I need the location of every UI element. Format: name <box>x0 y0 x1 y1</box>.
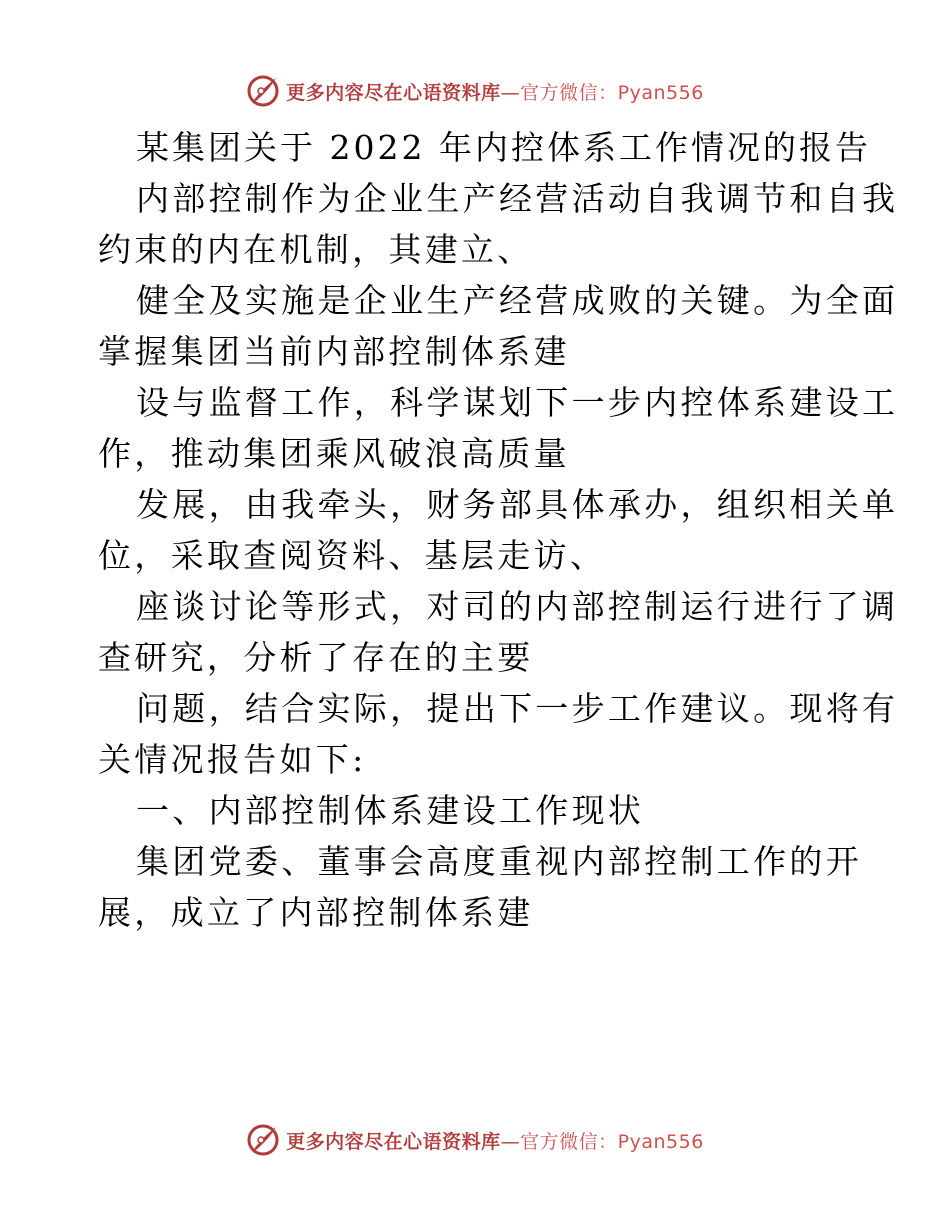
watermark-text <box>286 1127 704 1154</box>
header-watermark <box>0 71 950 111</box>
paragraph-line: 问题，结合实际，提出下一步工作建议。现将有 <box>136 689 899 728</box>
paragraph-line: 关情况报告如下: <box>98 740 367 779</box>
watermark-separator: — <box>500 1130 521 1153</box>
footer-watermark <box>0 1120 950 1160</box>
section-heading: 一、内部控制体系建设工作现状 <box>136 791 645 830</box>
paragraph-line: 内部控制作为企业生产经营活动自我调节和自我 <box>136 179 899 218</box>
paragraph-line: 位，采取查阅资料、基层走访、 <box>98 536 607 575</box>
paragraph-line: 座谈讨论等形式，对司的内部控制运行进行了调 <box>136 587 899 626</box>
watermark-account: 官方微信：Pyan556 <box>520 81 704 104</box>
watermark-main: 更多内容尽在心语资料库 <box>286 81 501 104</box>
watermark-separator: — <box>500 81 521 104</box>
paragraph-line: 掌握集团当前内部控制体系建 <box>98 332 570 371</box>
quill-logo-icon <box>246 1123 280 1157</box>
paragraph-line: 设与监督工作，科学谋划下一步内控体系建设工 <box>136 383 899 422</box>
paragraph-line: 发展，由我牵头，财务部具体承办，组织相关单 <box>136 485 899 524</box>
paragraph-line: 作，推动集团乘风破浪高质量 <box>98 434 570 473</box>
document-title: 某集团关于 2022 年内控体系工作情况的报告 <box>136 128 871 167</box>
quill-logo-icon <box>246 74 280 108</box>
watermark-main: 更多内容尽在心语资料库 <box>286 1130 501 1153</box>
paragraph-line: 集团党委、董事会高度重视内部控制工作的开 <box>136 842 862 881</box>
paragraph-line: 健全及实施是企业生产经营成败的关键。为全面 <box>136 281 899 320</box>
watermark-text <box>286 78 704 105</box>
watermark-account: 官方微信：Pyan556 <box>520 1130 704 1153</box>
paragraph-line: 约束的内在机制，其建立、 <box>98 230 534 269</box>
paragraph-line: 展，成立了内部控制体系建 <box>98 893 534 932</box>
paragraph-line: 查研究，分析了存在的主要 <box>98 638 534 677</box>
document-body <box>98 122 899 938</box>
